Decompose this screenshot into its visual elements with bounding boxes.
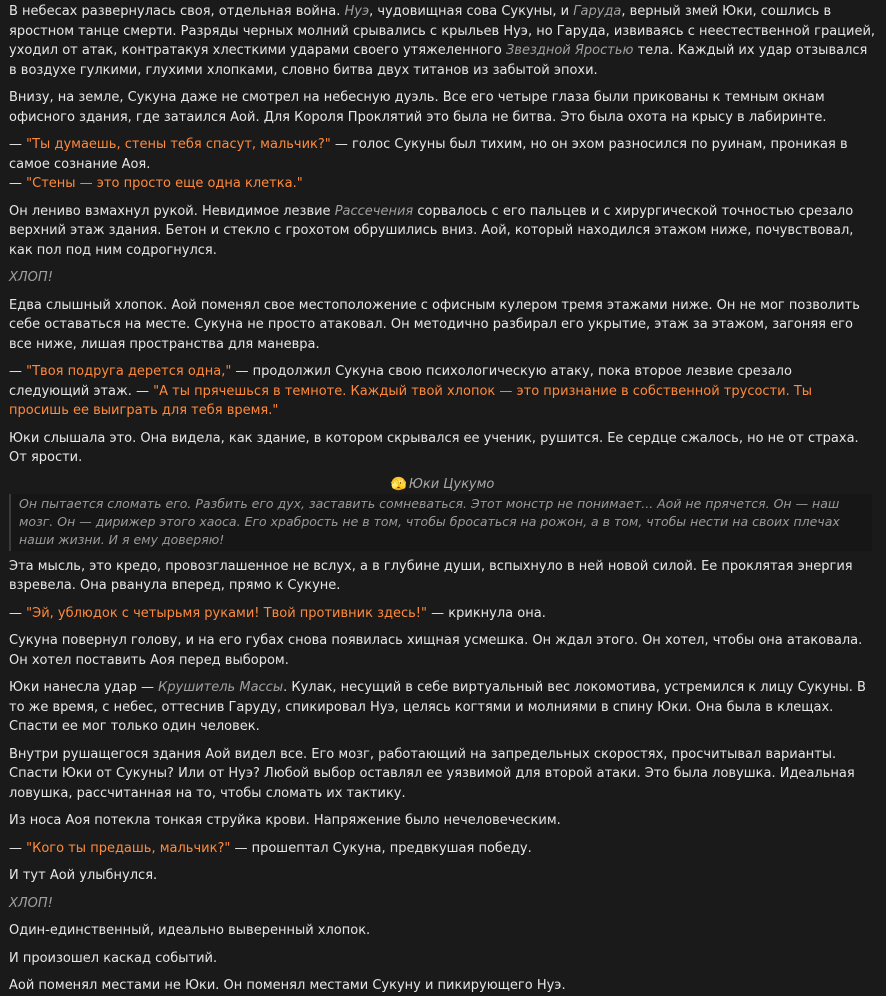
highlight-term: Звездной Яростью <box>505 43 634 58</box>
character-thought-block: Он пытается сломать его. Разбить его дух, заставить сомневаться. Этот монстр не понимает... Аой не прячется. Он — наш мозг. Он — дирижер этого хаоса. Его храбрость не в том, чтобы бросаться на рожон, а в том, чтобы нести на своих плечах наши жизни. И я ему доверяю! <box>9 494 872 551</box>
dash: — <box>9 605 27 621</box>
narration: Он лениво взмахнул рукой. Невидимое лезвие <box>9 203 335 219</box>
dialogue-paragraph <box>9 362 876 421</box>
highlight-term: Рассечения <box>334 203 414 219</box>
sound-effect: ХЛОП! <box>9 895 53 911</box>
paragraph <box>9 678 876 737</box>
dialogue-paragraph <box>9 604 876 624</box>
dash: — <box>9 840 27 856</box>
character-name-text: Юки Цукумо <box>408 476 495 492</box>
paragraph: Сукуна повернул голову, и на его губах снова появилась хищная усмешка. Он ждал этого. Он хотел, чтобы она атаковала. Он хотел поставить Аоя перед выбором. <box>9 633 863 668</box>
narration: Юки нанесла удар — <box>9 680 159 695</box>
paragraph: Из носа Аоя потекла тонкая струйка крови. Напряжение было нечеловеческим. <box>9 813 561 828</box>
narration: , верный змей Юки, сошлись в яростном танце смерти. Разряды черных молний срывались с крыльев Нуэ, но Гаруда, извиваясь с неестественной грацией, уходил от атак, контратакуя хлесткими ударами своего утяжеленного <box>9 4 876 58</box>
dash: — <box>9 137 27 152</box>
paragraph <box>9 2 876 80</box>
highlight-term: Гаруда <box>573 4 622 19</box>
paragraph: Аой поменял местами не Юки. Он поменял местами Сукуну и пикирующего Нуэ. <box>9 978 566 993</box>
highlight-term: Нуэ <box>344 4 370 19</box>
narration: В небесах развернулась своя, отдельная война. <box>9 4 345 19</box>
dialogue-paragraph <box>9 839 876 859</box>
peeking-face-icon: 🫣 <box>390 476 407 492</box>
narration: — прошептал Сукуна, предвкушая победу. <box>230 840 532 856</box>
narration: . Кулак, несущий в себе виртуальный вес локомотива, устремился к лицу Сукуны. В то же время, с небес, оттеснив Гаруду, спикировал Нуэ, целясь когтями и молниями в спину Юки. Она была в клещах. Спасти ее мог только один человек. <box>9 680 866 734</box>
paragraph: Юки слышала это. Она видела, как здание, в котором скрывался ее ученик, рушится. Ее сердце сжалось, но не от страха. От ярости. <box>9 430 859 465</box>
narration: тела. Каждый их удар отзывался в воздухе гулкими, глухими хлопками, словно битва двух титанов из забытой эпохи. <box>9 43 868 78</box>
speech-quote: "Твоя подруга дерется одна," <box>26 364 232 379</box>
speech-quote: "Стены — это просто еще одна клетка." <box>26 176 303 191</box>
paragraph: Эта мысль, это кредо, провозглашенное не вслух, а в глубине души, вспыхнуло в ней новой силой. Ее проклятая энергия взревела. Она рванула вперед, прямо к Сукуне. <box>9 558 853 593</box>
narration: — продолжил Сукуна свою психологическую атаку, пока второе лезвие срезало следующий этаж. — <box>9 364 792 399</box>
paragraph: И произошел каскад событий. <box>9 950 218 966</box>
speech-quote: "Кого ты предашь, мальчик?" <box>26 840 231 856</box>
speech-quote: "Ты думаешь, стены тебя спасут, мальчик?" <box>26 137 331 152</box>
sound-effect: ХЛОП! <box>9 270 53 285</box>
paragraph: И тут Аой улыбнулся. <box>9 868 158 883</box>
character-name <box>9 476 876 494</box>
speech-quote: "А ты прячешься в темноте. Каждый твой хлопок — это признание в собственной трусости. Ты просишь ее выиграть для тебя время." <box>9 383 813 418</box>
paragraph: Едва слышный хлопок. Аой поменял свое местоположение с офисным кулером тремя этажами ниже. Он не мог позволить себе оставаться на месте. Сукуна не просто атаковал. Он методично разбирал его укрытие, этаж за этажом, загоняя его все ниже, лишая пространства для маневра. <box>9 297 860 352</box>
dialogue-paragraph <box>9 135 876 194</box>
paragraph <box>9 202 876 261</box>
narration: , чудовищная сова Сукуны, и <box>369 4 574 19</box>
narration: — голос Сукуны был тихим, но он эхом разносился по руинам, проникая в самое сознание Аоя. <box>9 137 848 172</box>
paragraph: Внутри рушащегося здания Аой видел все. Его мозг, работающий на запредельных скоростях, просчитывал варианты. Спасти Юки от Сукуны? Или от Нуэ? Любой выбор оставлял ее уязвимой для второй атаки. Это была ловушка. Идеальная ловушка, рассчитанная на то, чтобы сломать их тактику. <box>9 746 855 801</box>
paragraph: Один-единственный, идеально выверенный хлопок. <box>9 923 371 938</box>
dash: — <box>9 176 27 191</box>
dash: — <box>9 364 27 379</box>
highlight-term: Крушитель Массы <box>158 680 284 695</box>
paragraph: Внизу, на земле, Сукуна даже не смотрел на небесную дуэль. Все его четыре глаза были прикованы к темным окнам офисного здания, где затаился Аой. Для Короля Проклятий это была не битва. Это была охота на крысу в лабиринте. <box>9 90 827 125</box>
speech-quote: "Эй, ублюдок с четырьмя руками! Твой противник здесь!" <box>26 605 427 621</box>
narration: сорвалось с его пальцев и с хирургической точностью срезало верхний этаж здания. Бетон и стекло с грохотом обрушились вниз. Аой, который находился этажом ниже, почувствовал, как пол под ним содрогнулся. <box>9 203 854 258</box>
narration: — крикнула она. <box>427 605 546 621</box>
